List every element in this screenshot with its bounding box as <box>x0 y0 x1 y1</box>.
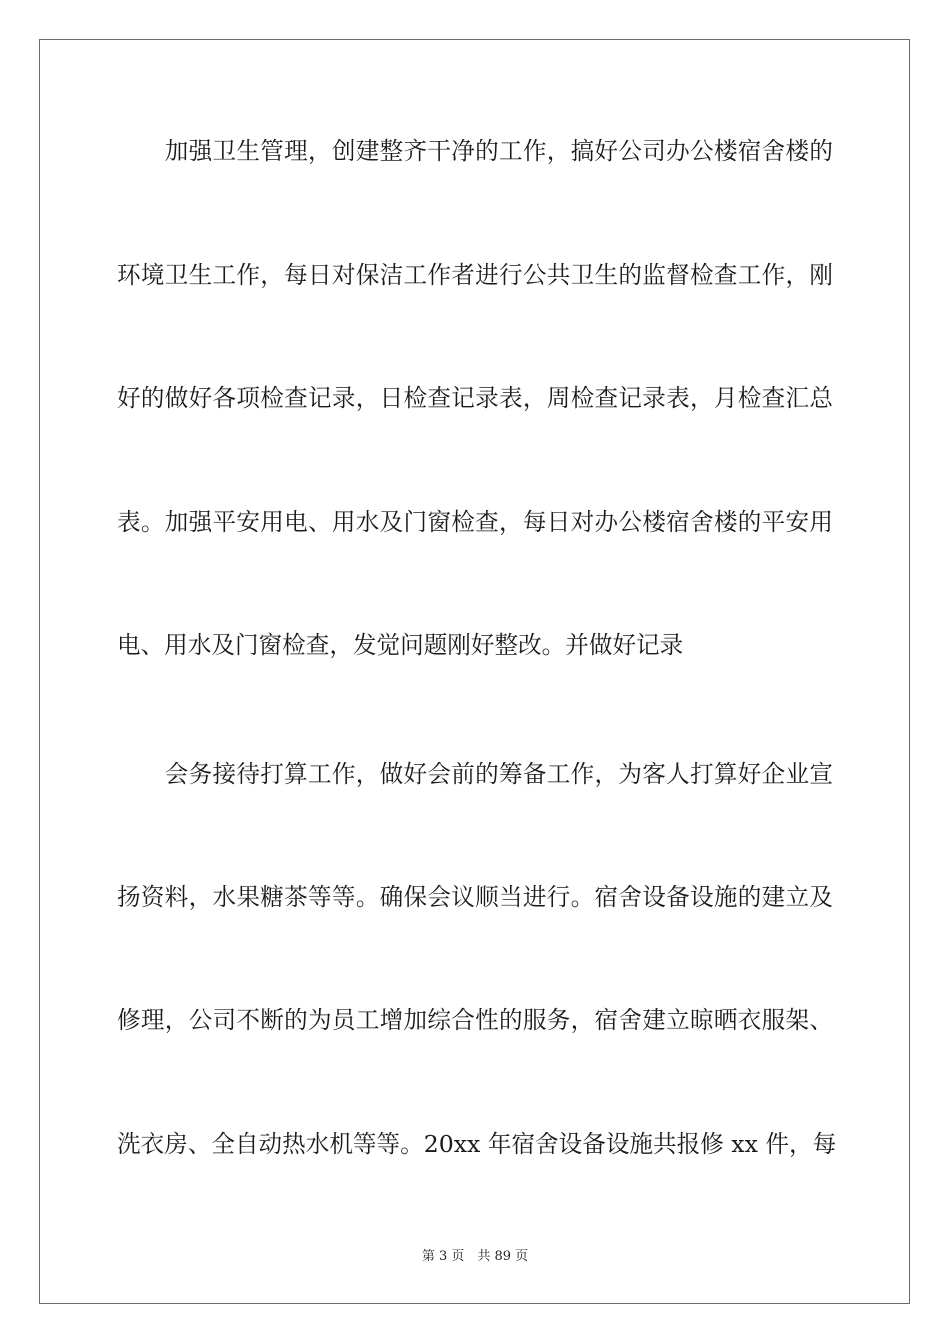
page-border <box>39 39 910 1304</box>
paragraph-line: 电、用水及门窗检查，发觉问题刚好整改。并做好记录 <box>117 631 684 659</box>
paragraph-line: 洗衣房、全自动热水机等等。20xx 年宿舍设备设施共报修 xx 件，每 <box>117 1130 837 1158</box>
paragraph-line: 好的做好各项检查记录，日检查记录表，周检查记录表，月检查汇总 <box>117 384 833 412</box>
page-footer: 第 3 页 共 89 页 <box>421 1249 529 1264</box>
paragraph-line: 会务接待打算工作，做好会前的筹备工作，为客人打算好企业宣 <box>117 760 833 788</box>
paragraph-line: 加强卫生管理，创建整齐干净的工作，搞好公司办公楼宿舍楼的 <box>117 137 833 165</box>
paragraph-line: 修理，公司不断的为员工增加综合性的服务，宿舍建立晾晒衣服架、 <box>117 1006 833 1034</box>
paragraph-line: 扬资料，水果糖茶等等。确保会议顺当进行。宿舍设备设施的建立及 <box>117 883 833 911</box>
paragraph-line: 环境卫生工作，每日对保洁工作者进行公共卫生的监督检查工作，刚 <box>117 261 833 289</box>
paragraph-line: 表。加强平安用电、用水及门窗检查，每日对办公楼宿舍楼的平安用 <box>117 508 833 536</box>
